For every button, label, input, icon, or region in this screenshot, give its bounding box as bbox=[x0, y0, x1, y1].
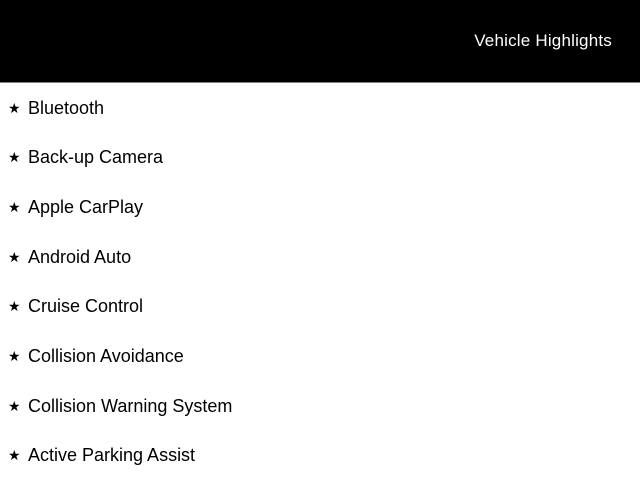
list-item-label: Active Parking Assist bbox=[28, 445, 196, 466]
star-icon: ★ bbox=[8, 347, 21, 364]
list-item-label: Android Auto bbox=[28, 246, 132, 267]
star-icon: ★ bbox=[8, 447, 21, 464]
star-icon: ★ bbox=[8, 149, 21, 166]
list-item-label: Bluetooth bbox=[28, 97, 105, 118]
list-item bbox=[0, 232, 640, 282]
list-item bbox=[0, 381, 640, 431]
star-icon: ★ bbox=[8, 397, 21, 414]
highlights-list bbox=[0, 83, 640, 480]
page-title: Vehicle Highlights bbox=[474, 31, 612, 50]
star-icon: ★ bbox=[8, 248, 21, 265]
list-item bbox=[0, 133, 640, 183]
star-icon: ★ bbox=[8, 199, 21, 216]
list-item bbox=[0, 182, 640, 232]
list-item bbox=[0, 83, 640, 133]
star-icon: ★ bbox=[8, 99, 21, 116]
list-item bbox=[0, 430, 640, 480]
list-item-label: Collision Warning System bbox=[28, 395, 233, 416]
list-item-label: Collision Avoidance bbox=[28, 345, 184, 366]
list-item-label: Apple CarPlay bbox=[28, 197, 144, 218]
list-item-label: Back-up Camera bbox=[28, 147, 164, 168]
list-item bbox=[0, 282, 640, 332]
list-item-label: Cruise Control bbox=[28, 296, 144, 317]
header-bar bbox=[0, 0, 640, 83]
list-item bbox=[0, 331, 640, 381]
star-icon: ★ bbox=[8, 298, 21, 315]
